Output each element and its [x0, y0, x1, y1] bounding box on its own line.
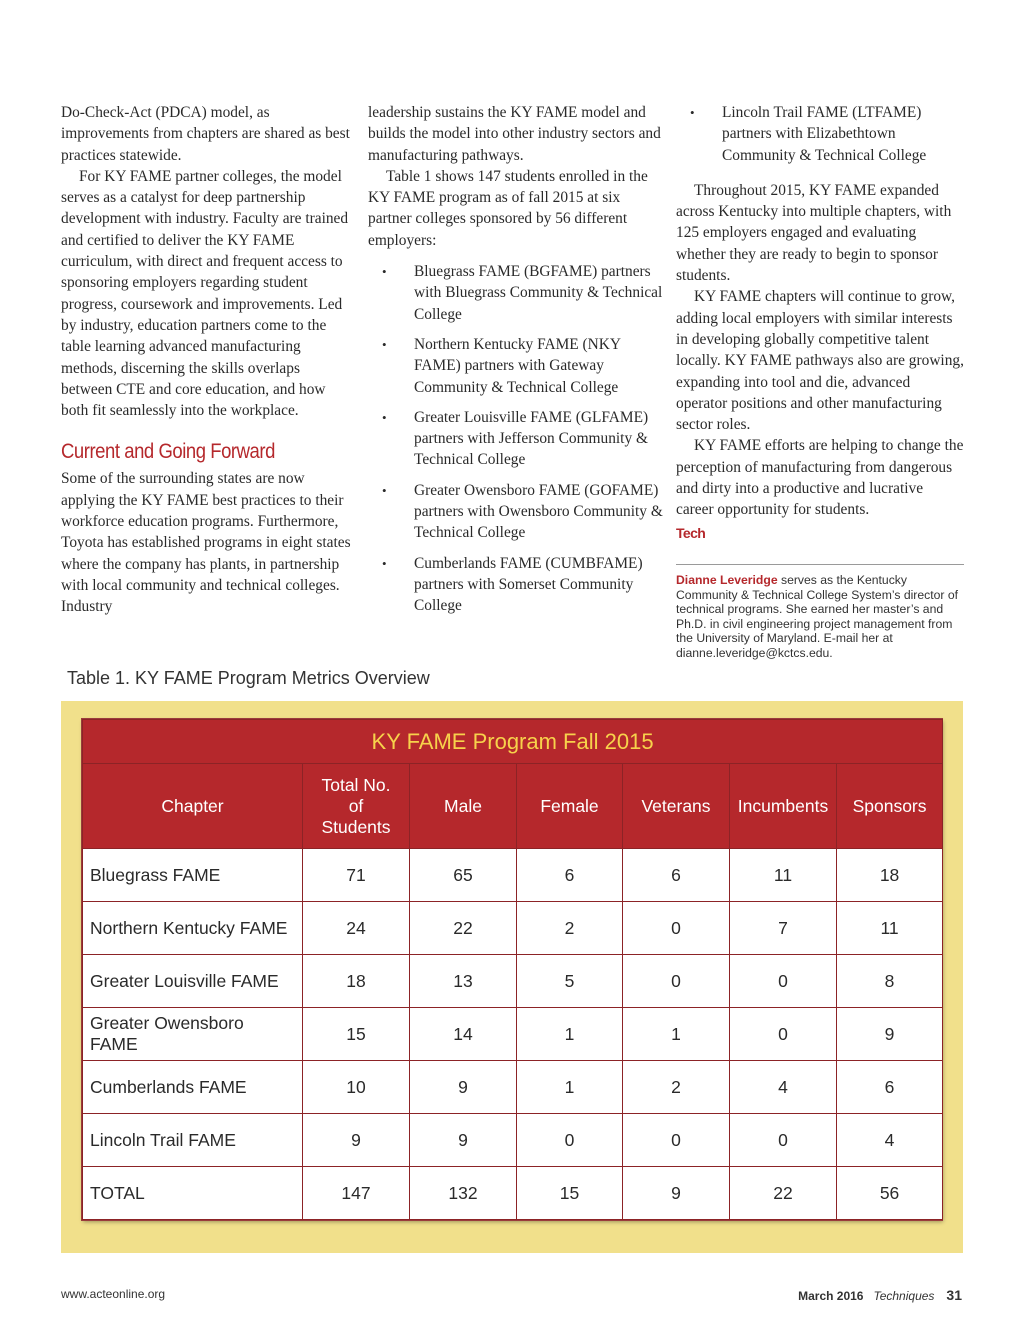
cell-chapter: Northern Kentucky FAME: [83, 902, 303, 955]
col3-paragraph-2: KY FAME chapters will continue to grow, adding local employers with similar interests in developing globally competitive talent locally. KY FAME pathways also are growing, expanding into tool and die, advanced operator positions and other manufacturing sector roles.: [676, 288, 964, 434]
list-item: • Northern Kentucky FAME (NKY FAME) partners with Gateway Community & Technical College: [382, 335, 621, 396]
cell-total: 24: [303, 902, 410, 955]
cell-sponsors: 18: [837, 849, 943, 902]
article-column-2: [368, 102, 663, 626]
col3-paragraph-1: Throughout 2015, KY FAME expanded across Kentucky into multiple chapters, with 125 employers engaged and evaluating whether they are ready to begin to sponsor students.: [676, 181, 952, 285]
cell-male: 65: [410, 849, 517, 902]
table-title: KY FAME Program Fall 2015: [83, 720, 943, 764]
cell-female: 6: [517, 849, 623, 902]
col1-paragraph-1: Do-Check-Act (PDCA) model, as improvements from chapters are shared as best practices statewide.: [61, 104, 350, 164]
table-row: [83, 955, 943, 1008]
cell-total: 71: [303, 849, 410, 902]
table-row: [83, 902, 943, 955]
cell-female: 2: [517, 902, 623, 955]
cell-total: 18: [303, 955, 410, 1008]
cell-incumbents: 0: [730, 955, 837, 1008]
list-item: • Cumberlands FAME (CUMBFAME) partners with Somerset Community College: [382, 554, 643, 615]
author-bio: [676, 564, 964, 661]
cell-male: 132: [410, 1167, 517, 1220]
bullet-icon: •: [382, 336, 387, 352]
cell-veterans: 1: [623, 1008, 730, 1061]
footer-magazine: Techniques: [873, 1289, 935, 1303]
column-header-sponsors: Sponsors: [837, 764, 943, 849]
col1-paragraph-3: Some of the surrounding states are now applying the KY FAME best practices to their workforce education programs. Furthermore, Toyota has established programs in eight states where the company has plants, in partnership with local community and technical colleges. Industry: [61, 470, 351, 616]
column-header-male: Male: [410, 764, 517, 849]
table-row: [83, 849, 943, 902]
column-header-total-students: Total No. of Students: [303, 764, 410, 849]
end-mark-logo: Tech: [676, 524, 706, 541]
cell-sponsors: 6: [837, 1061, 943, 1114]
bullet-icon: •: [382, 409, 387, 425]
footer-date: March 2016: [798, 1289, 864, 1303]
column-header-incumbents: Incumbents: [730, 764, 837, 849]
table-row: [83, 1008, 943, 1061]
cell-sponsors: 8: [837, 955, 943, 1008]
column-header-veterans: Veterans: [623, 764, 730, 849]
bullet-icon: •: [382, 482, 387, 498]
cell-chapter: Bluegrass FAME: [83, 849, 303, 902]
cell-female: 1: [517, 1008, 623, 1061]
cell-male: 13: [410, 955, 517, 1008]
list-item: • Greater Owensboro FAME (GOFAME) partners with Owensboro Community & Technical College: [382, 481, 663, 542]
col1-paragraph-2: For KY FAME partner colleges, the model serves as a catalyst for deep partnership development with industry. Faculty are trained and certified to deliver the KY FAME curriculum, with direct and frequent access to sponsoring employers regarding student progress, coursework and improvements. Led by industry, education partners come to the table learning advanced manufacturing methods, discerning the skills overlaps between CTE and core education, and how both fit seamlessly into the workplace.: [61, 167, 349, 420]
list-item: • Lincoln Trail FAME (LTFAME) partners with Elizabethtown Community & Technical College: [690, 104, 927, 164]
cell-female: 1: [517, 1061, 623, 1114]
cell-chapter: Cumberlands FAME: [83, 1061, 303, 1114]
cell-female: 15: [517, 1167, 623, 1220]
chapter-list-continued: [676, 102, 964, 166]
cell-male: 22: [410, 902, 517, 955]
footer-url[interactable]: www.acteonline.org: [61, 1287, 166, 1301]
cell-veterans: 0: [623, 1114, 730, 1167]
cell-veterans: 2: [623, 1061, 730, 1114]
cell-male: 9: [410, 1114, 517, 1167]
metrics-table: [82, 719, 943, 1220]
list-item: • Greater Louisville FAME (GLFAME) partners with Jefferson Community & Technical College: [382, 408, 649, 469]
cell-veterans: 6: [623, 849, 730, 902]
cell-veterans: 0: [623, 955, 730, 1008]
cell-total: 9: [303, 1114, 410, 1167]
table-row-total: [83, 1167, 943, 1220]
cell-total: 10: [303, 1061, 410, 1114]
list-item: • Bluegrass FAME (BGFAME) partners with Bluegrass Community & Technical College: [382, 263, 663, 323]
cell-veterans: 0: [623, 902, 730, 955]
col3-paragraph-3: KY FAME efforts are helping to change the perception of manufacturing from dangerous and dirty into a productive and lucrative career opportunity for students.: [676, 437, 964, 519]
page-number: 31: [946, 1287, 962, 1303]
cell-female: 0: [517, 1114, 623, 1167]
cell-chapter: TOTAL: [83, 1167, 303, 1220]
cell-incumbents: 0: [730, 1114, 837, 1167]
table-row: [83, 1114, 943, 1167]
table-row: [83, 1061, 943, 1114]
cell-chapter: Lincoln Trail FAME: [83, 1114, 303, 1167]
cell-chapter: Greater Louisville FAME: [83, 955, 303, 1008]
section-heading: Current and Going Forward: [61, 440, 275, 464]
cell-total: 147: [303, 1167, 410, 1220]
cell-male: 9: [410, 1061, 517, 1114]
cell-sponsors: 11: [837, 902, 943, 955]
cell-total: 15: [303, 1008, 410, 1061]
cell-sponsors: 56: [837, 1167, 943, 1220]
author-bio-text: serves as the Kentucky Community & Technical College System’s director of technical programs. She earned her master’s and Ph.D. in civil engineering project management from the University of Maryland. E-mail her at dianne.leveridge@kctcs.edu.: [676, 572, 959, 660]
cell-chapter: Greater Owensboro FAME: [83, 1008, 303, 1061]
cell-incumbents: 22: [730, 1167, 837, 1220]
cell-female: 5: [517, 955, 623, 1008]
col2-paragraph-1: leadership sustains the KY FAME model and builds the model into other industry sectors and manufacturing pathways.: [368, 104, 661, 164]
bullet-icon: •: [382, 264, 387, 280]
footer-issue-info: [798, 1287, 962, 1303]
cell-incumbents: 7: [730, 902, 837, 955]
bullet-icon: •: [690, 105, 695, 120]
article-column-3: [676, 102, 964, 661]
cell-male: 14: [410, 1008, 517, 1061]
cell-veterans: 9: [623, 1167, 730, 1220]
article-column-1: [61, 102, 351, 618]
column-header-chapter: Chapter: [83, 764, 303, 849]
column-header-female: Female: [517, 764, 623, 849]
cell-sponsors: 4: [837, 1114, 943, 1167]
author-name: Dianne Leveridge: [676, 572, 778, 587]
table-caption: Table 1. KY FAME Program Metrics Overview: [67, 668, 430, 688]
chapter-list: [368, 261, 663, 616]
cell-incumbents: 0: [730, 1008, 837, 1061]
cell-incumbents: 11: [730, 849, 837, 902]
metrics-table-container: [82, 719, 942, 1220]
cell-incumbents: 4: [730, 1061, 837, 1114]
col2-paragraph-2: Table 1 shows 147 students enrolled in the KY FAME program as of fall 2015 at six partner colleges sponsored by 56 different employers:: [368, 167, 648, 249]
cell-sponsors: 9: [837, 1008, 943, 1061]
bullet-icon: •: [382, 555, 387, 571]
